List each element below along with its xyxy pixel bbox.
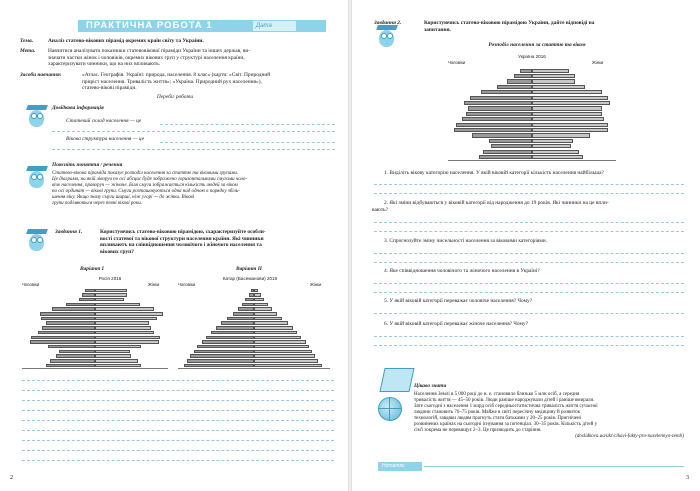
page-number: 3	[686, 475, 689, 481]
pyramid-bar-men	[216, 326, 254, 330]
pyramid-bar-women	[95, 326, 151, 330]
answer-line[interactable]	[374, 193, 684, 194]
answer-line[interactable]	[22, 460, 334, 461]
pyramid-bar-women	[532, 144, 571, 148]
chart1-title: Росія 2016	[98, 276, 122, 281]
pyramid-bar-women	[95, 312, 163, 316]
task2-line: Користуючись статево-віковою пірамідою України, дайте відповіді на	[424, 20, 595, 26]
variant-2-label: Варіант ІІ	[236, 266, 262, 272]
answer-line[interactable]	[374, 222, 684, 223]
pyramid-bar-men	[242, 303, 254, 307]
task1-line: Користуючись статево-віковою пірамідою, схарактеризуйте особли-	[100, 229, 266, 235]
pyramid-bar-men	[472, 133, 532, 137]
pyramid-bar-women	[254, 317, 282, 321]
pyramid-bar-women	[95, 364, 141, 368]
pyramid-bar-men	[187, 359, 254, 363]
notes-line[interactable]	[424, 466, 684, 467]
pyramid-bar-men	[456, 123, 532, 127]
population-pyramid-ukraine	[448, 68, 616, 160]
did-you-know-heading: Цікаво знати	[414, 383, 447, 389]
pyramid-bar-women	[532, 106, 602, 110]
pyramid-bar-women	[254, 326, 293, 330]
pyramid-bar-men	[66, 303, 95, 307]
question-3: 3. Спрогнозуйте зміну чисельності населення за віковими категоріями.	[384, 238, 547, 244]
pyramid-bar-women	[95, 345, 141, 349]
pyramid-bar-men	[514, 74, 532, 78]
pyramid-bar-men	[184, 364, 254, 368]
pyramid-bar-men	[50, 359, 95, 363]
pyramid-bar-men	[31, 336, 95, 340]
globe-icon	[378, 397, 402, 421]
goal-line: значати частки жінок і чоловіків, окремих вікових груп у структурі населення країни,	[48, 54, 245, 61]
pyramid-bar-women	[532, 123, 608, 127]
answer-line[interactable]	[52, 131, 335, 132]
pyramid-bar-men	[245, 298, 254, 302]
chart2-women-label: Жінки	[310, 282, 322, 287]
pyramid-bar-women	[254, 307, 272, 311]
concept-line: Статево-вікова піраміда показує розподіл населення за статтю та віковими групами.	[52, 171, 239, 176]
pyramid-bar-women	[254, 303, 268, 307]
tools-line: «Атлас. Географія. Україні: природа, населення. 8 клас» (карти: «Світ. Природний	[82, 72, 271, 78]
pyramid-bar-women	[95, 359, 138, 363]
population-pyramid-chart2	[178, 288, 330, 368]
pyramid-bar-women	[95, 317, 157, 321]
pyramid-bar-women	[254, 293, 261, 297]
pyramid-bar-men	[479, 155, 532, 159]
question-5: 5. У якій віковій категорії переважає чоловіче населення? Чому?	[384, 298, 533, 304]
reference-item-2: Вікова структура населення — це	[66, 136, 145, 142]
task2-line: запитання.	[424, 26, 451, 33]
pyramid-bar-women	[95, 307, 154, 311]
chart3-men-label: Чоловіки	[448, 60, 466, 65]
pyramid-bar-women	[532, 101, 610, 105]
topic-label: Тема.	[20, 38, 34, 44]
pyramid-bar-men	[491, 144, 532, 148]
pyramid-bar-men	[468, 106, 532, 110]
pyramid-bar-women	[254, 298, 264, 302]
date-field[interactable]: Дата	[253, 21, 296, 31]
pyramid-bar-men	[497, 85, 532, 89]
pyramid-bar-women	[95, 350, 130, 354]
pyramid-bar-women	[254, 312, 277, 316]
owl-mascot-icon	[26, 226, 48, 252]
answer-line[interactable]	[22, 420, 334, 421]
pyramid-x-axis	[448, 160, 616, 161]
worksheet-header	[78, 20, 326, 32]
chart3-women-label: Жінки	[592, 60, 604, 65]
concept-line: Це діаграма, на якій ліворуч по осі абсцис буде зображено горизонтальними смугами чоло-	[52, 177, 248, 182]
goal-row	[20, 48, 330, 68]
reference-heading: Довідкова інформація	[52, 105, 104, 111]
pyramid-x-axis	[178, 368, 330, 369]
task2-label: Завдання 2.	[374, 20, 402, 26]
pyramid-bar-women	[532, 139, 573, 143]
answer-line[interactable]	[22, 390, 334, 391]
task1-line: вікових груп?	[100, 248, 134, 255]
pyramid-bar-men	[40, 312, 95, 316]
pyramid-bar-women	[532, 69, 569, 73]
pyramid-bar-men	[194, 350, 254, 354]
pyramid-bar-women	[95, 336, 160, 340]
task1-label: Завдання 1.	[55, 229, 83, 235]
chart1-women-label: Жінки	[148, 282, 160, 287]
topic-text: Аналіз статево-вікових пірамід окремих країн світу та України.	[48, 38, 204, 44]
pyramid-bar-women	[254, 331, 297, 335]
pyramid-bar-women	[254, 359, 318, 363]
answer-line[interactable]	[22, 440, 334, 441]
page-number: 2	[10, 475, 13, 481]
answer-line[interactable]	[160, 124, 335, 125]
tools-line: статево-вікові піраміди.	[82, 85, 137, 92]
pyramid-bar-men	[211, 331, 254, 335]
pyramid-bar-men	[481, 90, 532, 94]
population-pyramid-chart1	[22, 288, 168, 368]
fact-line: Зате сьогодні з населення 1 млрд осіб середньостатистична тривалість життя сучасної	[414, 404, 598, 409]
pyramid-bar-women	[254, 321, 288, 325]
question-6: 6. У якій віковій категорії переважає жіноче населення? Чому?	[384, 321, 529, 327]
question-4: 4. Яке співвідношення чоловічого та жіночого населення в Україні?	[384, 268, 540, 274]
pyramid-bar-men	[483, 150, 532, 154]
pyramid-bar-men	[202, 340, 254, 344]
pyramid-bar-men	[46, 321, 95, 325]
right-page	[352, 0, 700, 491]
answer-line[interactable]	[52, 149, 335, 150]
pyramid-bar-women	[95, 354, 131, 358]
answer-line[interactable]	[374, 262, 684, 263]
pyramid-bar-women	[532, 96, 608, 100]
answer-line[interactable]	[374, 313, 684, 314]
tools-line: приріст населення. Тривалість життя»; «Україна. Природний рух населення»),	[82, 78, 262, 85]
chart1-men-label: Чоловіки	[22, 282, 40, 287]
pyramid-bar-men	[42, 326, 95, 330]
pyramid-bar-men	[82, 293, 95, 297]
answer-line[interactable]	[22, 380, 334, 381]
pyramid-bar-women	[532, 117, 604, 121]
pyramid-bar-women	[95, 289, 127, 293]
pyramid-bar-men	[46, 364, 95, 368]
progress-heading: Перебіг роботи	[156, 94, 194, 100]
did-you-know-text	[414, 392, 684, 440]
pyramid-bar-men	[197, 345, 254, 349]
answer-line[interactable]	[22, 410, 334, 411]
pyramid-bar-women	[95, 303, 140, 307]
task1-line: впливають на співвідношення чоловічого і жіночого населення та	[100, 242, 262, 249]
pyramid-bar-men	[227, 317, 254, 321]
answer-line[interactable]	[22, 430, 334, 431]
chart2-men-label: Чоловіки	[178, 282, 196, 287]
pyramid-bar-women	[532, 128, 608, 132]
answer-line[interactable]	[374, 253, 684, 254]
question-2-cont: вають?	[372, 207, 389, 213]
pyramid-bar-men	[462, 117, 532, 121]
pyramid-bar-men	[454, 128, 532, 132]
concept-line: по осі ординат — вікові групи. Смуги розташовуються одна над одною в порядку збіль-	[52, 189, 240, 194]
notes-tab[interactable]: Нотатки	[378, 462, 422, 471]
pyramid-bar-men	[466, 112, 532, 116]
pyramid-bar-men	[464, 101, 532, 105]
chart2-title: Катар (Басеманови) 2016	[222, 276, 278, 281]
concept-line: групи поділяються через певні вікові роки.	[52, 201, 142, 206]
concept-line: віче населення, праворуч — жіноче. Біля смуги зображається кількість людей за віком	[52, 183, 238, 188]
pyramid-bar-men	[507, 79, 532, 83]
left-page	[0, 0, 348, 491]
answer-line[interactable]	[374, 292, 684, 293]
answer-line[interactable]	[374, 283, 684, 284]
chart-heading: Розподіл населення за статтю та віком	[488, 42, 586, 48]
answer-line[interactable]	[374, 184, 684, 185]
fact-line: технологій, завдяки людям прагнуть стати батьками у 20–25 років. Пригнічені	[414, 416, 582, 421]
pyramid-bar-men	[470, 96, 532, 100]
goal-label: Мета.	[20, 48, 36, 54]
pyramid-bar-women	[254, 336, 301, 340]
variant-1-label: Варіант І	[80, 266, 104, 272]
reference-item-1: Статевий склад населення — це	[66, 118, 142, 124]
fact-line: сім'ї зокрема не перевищує 2–3. Це призводить до старіння.	[414, 428, 542, 433]
pyramid-bar-men	[41, 317, 95, 321]
worksheet-title: ПРАКТИЧНА РОБОТА 1	[86, 20, 213, 31]
pyramid-bar-women	[532, 150, 579, 154]
pyramid-bar-women	[254, 340, 306, 344]
pyramid-bar-women	[254, 364, 322, 368]
pyramid-bar-women	[254, 350, 312, 354]
pyramid-bar-men	[489, 139, 532, 143]
task1-text	[100, 229, 336, 255]
open-book-icon	[379, 368, 414, 392]
task1-line: вості статевої та вікової структури населення країни. Які чинники	[100, 235, 264, 242]
answer-line[interactable]	[22, 400, 334, 401]
pyramid-bar-women	[95, 321, 149, 325]
pyramid-bar-men	[38, 331, 95, 335]
concept-text	[52, 171, 336, 207]
pyramid-bar-men	[79, 298, 95, 302]
pyramid-bar-men	[85, 289, 95, 293]
concept-line: шення віку. Якщо знизу смуги ширші, ніж угорі — до жінки. Вікові	[52, 195, 195, 200]
answer-line[interactable]	[374, 336, 684, 337]
tools-label: Засоби навчання:	[20, 72, 62, 78]
pyramid-bar-women	[254, 354, 315, 358]
fact-line: людини становить 76–75 років. Майже в світі пересічну медицину й розвиток	[414, 410, 581, 415]
pyramid-bar-men	[30, 340, 95, 344]
pyramid-bar-women	[254, 345, 309, 349]
pyramid-bar-women	[532, 112, 602, 116]
pyramid-bar-women	[95, 293, 127, 297]
pyramid-bar-women	[95, 340, 159, 344]
pyramid-bar-women	[532, 85, 585, 89]
pyramid-bar-women	[532, 90, 602, 94]
pyramid-bar-men	[56, 354, 95, 358]
task2-text	[424, 20, 686, 33]
tools-row	[20, 72, 340, 92]
owl-mascot-icon	[26, 163, 48, 189]
fact-source: (doslidkova.ua/ukr/cikavi-fakty-pro-naselennya-zemli)	[575, 434, 684, 439]
pyramid-bar-men	[48, 345, 95, 349]
pyramid-x-axis	[22, 368, 168, 369]
concept-heading: Поясніть поняття / речення	[52, 162, 123, 168]
pyramid-bar-women	[532, 74, 575, 78]
pyramid-bar-men	[221, 321, 254, 325]
topic-row	[20, 38, 330, 45]
fact-line: розвинених країнах на сьогодні існування за потенціал. 30–35 років. Кількість дітей у	[414, 422, 598, 427]
chart3-title: Україна 2016	[518, 54, 546, 59]
pyramid-bar-women	[95, 331, 154, 335]
owl-mascot-icon	[26, 102, 48, 128]
pyramid-bar-women	[95, 298, 124, 302]
pyramid-bar-women	[532, 79, 575, 83]
pyramid-bar-men	[238, 307, 254, 311]
pyramid-bar-men	[520, 69, 532, 73]
question-1: 1. Виділіть вікову категорію населення. У якій віковій категорії кількість населення найбільша?	[384, 170, 604, 176]
goal-line: характеризувати чинники, що на них впливають.	[48, 61, 161, 68]
pyramid-bar-women	[254, 289, 258, 293]
answer-line[interactable]	[374, 231, 684, 232]
goal-line: Навчитися аналізувати показники статевовікової піраміди України та інших держав, ви-	[48, 48, 251, 54]
pyramid-bar-men	[206, 336, 254, 340]
pyramid-bar-men	[190, 354, 254, 358]
pyramid-bar-women	[532, 133, 590, 137]
fact-line: тривалість життя — 45–50 років. Люди раніше народжували дітей і раніше вмирали.	[414, 398, 595, 403]
pyramid-bar-men	[233, 312, 254, 316]
question-2: 2. Які зміни відбуваються у віковій категорії від народження до 19 років. Які чинники на це впли-	[384, 200, 609, 206]
pyramid-bar-men	[52, 307, 95, 311]
answer-line[interactable]	[374, 345, 684, 346]
answer-line[interactable]	[22, 450, 334, 451]
pyramid-bar-men	[59, 350, 95, 354]
fact-line: Населення Землі в 5 000 році до н. е. становило близько 5 млн осіб, а середня	[414, 392, 580, 397]
pyramid-bar-women	[532, 155, 583, 159]
answer-line[interactable]	[160, 142, 335, 143]
